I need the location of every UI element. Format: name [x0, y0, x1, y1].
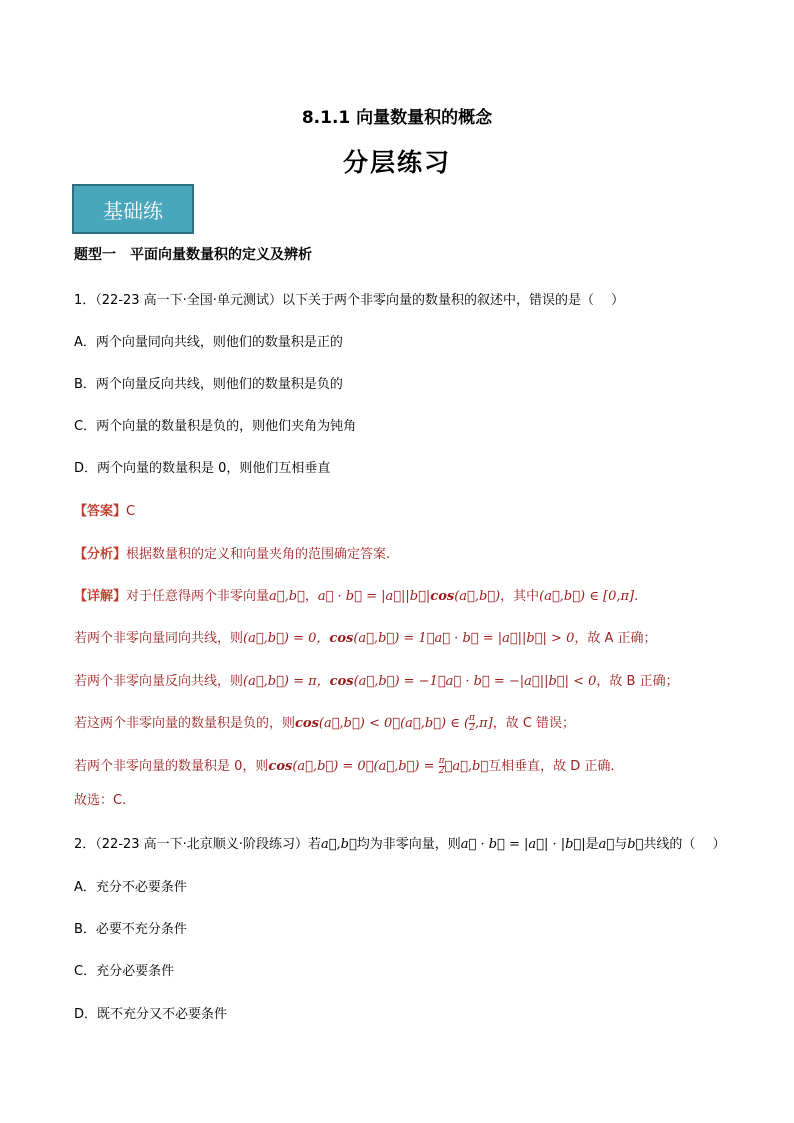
formula: (a⃗,b⃗) ∈ [0,π] [539, 589, 635, 604]
formula: (a⃗,b⃗) = 0，cos(a⃗,b⃗) = 1，a⃗ · b⃗ = |a⃗||b⃗| > 0 [243, 631, 575, 646]
analysis-text: 根据数量积的定义和向量夹角的范围确定答案. [126, 547, 391, 562]
detail-line-2 [74, 627, 657, 646]
page-title: 8.1.1 向量数量积的概念 [301, 108, 493, 128]
question-2-option-b: B．必要不充分条件 [74, 922, 187, 937]
analysis-tag: 【分析】 [74, 547, 127, 562]
detail-line-4 [74, 712, 575, 733]
formula: a⃗ · b⃗ = |a⃗||b⃗|cos(a⃗,b⃗) [317, 589, 501, 604]
detail-tag: 【详解】 [74, 589, 127, 604]
question-text: 均为非零向量，则 [356, 837, 461, 852]
analysis-line [74, 543, 390, 562]
answer-line [74, 500, 135, 519]
question-2-option-d: D．既不充分又不必要条件 [74, 1007, 228, 1022]
detail-text: ，故 A 正确； [574, 631, 657, 646]
question-2-stem [74, 833, 725, 852]
formula: a⃗,b⃗ [269, 589, 305, 604]
page-subtitle: 分层练习 [342, 148, 451, 177]
detail-text: ，故 B 正确； [596, 674, 679, 689]
detail-line-5 [74, 755, 615, 776]
question-1-option-a: A．两个向量同向共线，则他们的数量积是正的 [74, 335, 343, 350]
formula: cos(a⃗,b⃗) = 0，(a⃗,b⃗) = $\frac{\pi}{2}$ ，a⃗,b⃗ [268, 756, 489, 776]
question-1-option-c: C．两个向量的数量积是负的，则他们夹角为钝角 [74, 419, 357, 434]
answer-value: C [126, 504, 136, 519]
question-text: 是 [585, 837, 599, 852]
question-1-option-b: B．两个向量反向共线，则他们的数量积是负的 [74, 377, 343, 392]
detail-text: 对于任意得两个非零向量 [126, 589, 270, 604]
detail-line-3 [74, 670, 679, 689]
detail-line-1: 【详解】对于任意得两个非零向量a⃗,b⃗，a⃗ · b⃗ = |a⃗||b⃗|cos(a⃗,b⃗)，其中(a⃗,b⃗) ∈ [0,π]. [74, 589, 639, 604]
formula: a⃗,b⃗ [320, 837, 357, 852]
answer-tag: 【答案】 [74, 504, 127, 519]
detail-text: 互相垂直，故 D 正确. [488, 759, 615, 774]
detail-text: 若这两个非零向量的数量积是负的，则 [74, 716, 296, 731]
question-1-option-d: D．两个向量的数量积是 0，则他们互相垂直 [74, 461, 331, 476]
formula: b⃗ [627, 837, 644, 852]
formula: (a⃗,b⃗) = π，cos(a⃗,b⃗) = −1，a⃗ · b⃗ = −|a⃗||b⃗| < 0 [243, 674, 597, 689]
level-badge: 基础练 [72, 184, 194, 234]
detail-text: ，故 C 错误； [492, 716, 576, 731]
detail-text: ，其中 [500, 589, 540, 604]
formula: a⃗ · b⃗ = |a⃗| · |b⃗| [460, 837, 586, 852]
question-text: 共线的（ ） [643, 837, 726, 852]
detail-text: 若两个非零向量的数量积是 0，则 [74, 759, 269, 774]
question-text: 2．（22-23 高一下·北京顺义·阶段练习）若 [74, 837, 321, 852]
question-1-stem: 1．（22-23 高一下·全国·单元测试）以下关于两个非零向量的数量积的叙述中，错误的是（ ） [74, 293, 625, 308]
detail-text: 若两个非零向量同向共线，则 [74, 631, 244, 646]
question-2-option-a: A．充分不必要条件 [74, 880, 187, 895]
formula: a⃗ [598, 837, 615, 852]
question-text: 与 [614, 837, 628, 852]
section-heading: 题型一 平面向量数量积的定义及辨析 [74, 247, 312, 263]
conclusion-line: 故选：C. [74, 793, 127, 808]
question-2-option-c: C．充分必要条件 [74, 964, 175, 979]
detail-text: 若两个非零向量反向共线，则 [74, 674, 244, 689]
formula: cos(a⃗,b⃗) < 0，(a⃗,b⃗) ∈ ( $\frac{\pi}{2}$ ,π] [295, 713, 493, 733]
